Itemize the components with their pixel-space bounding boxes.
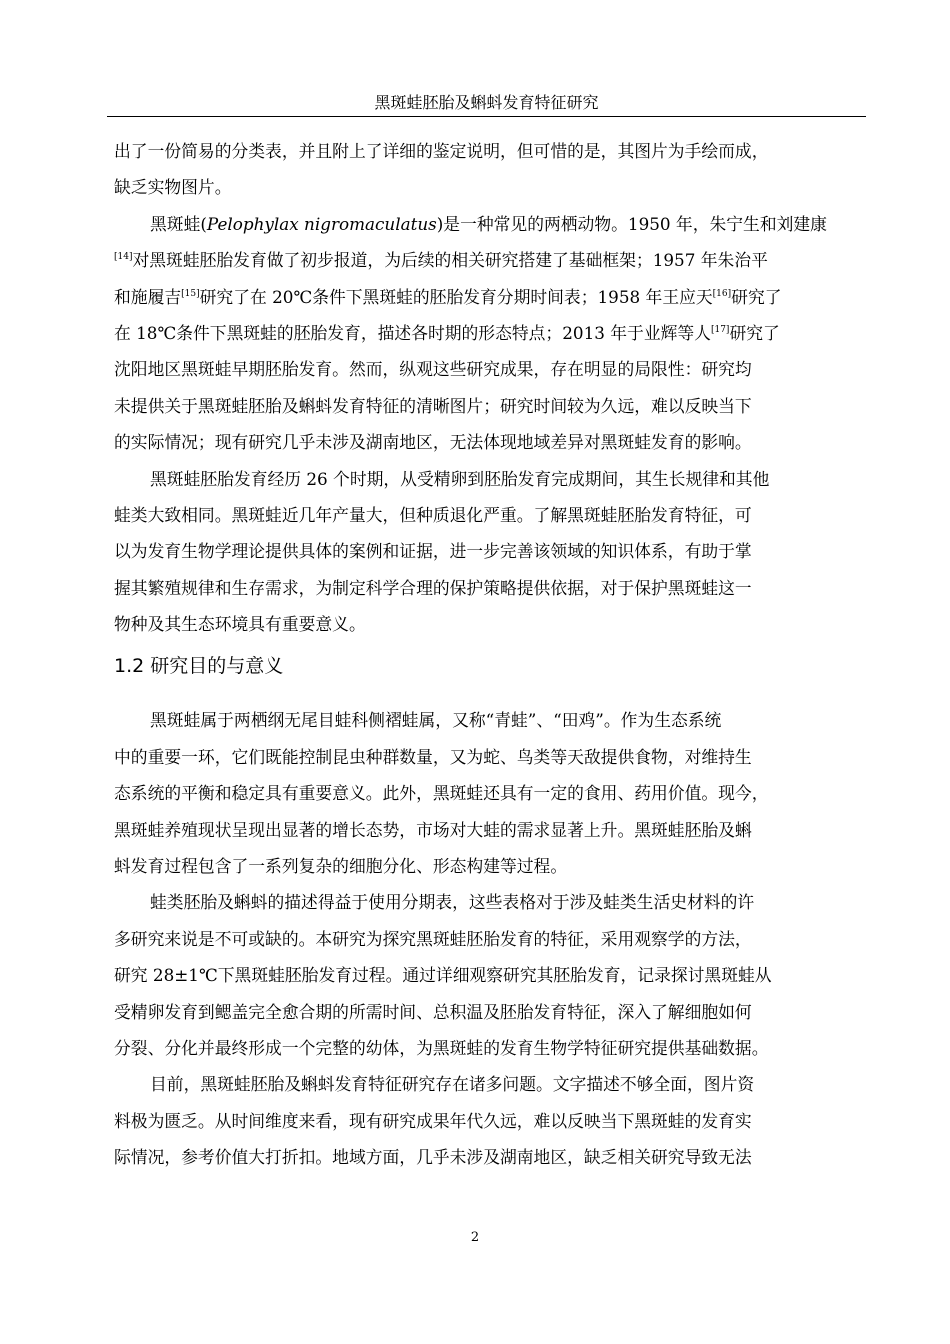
scientific-name: Pelophylax nigromaculatus — [206, 213, 437, 234]
text-line: 黑斑蛙属于两栖纲无尾目蛙科侧褶蛙属，又称“青蛙”、“田鸡”。作为生态系统 — [150, 710, 722, 731]
text-line: 受精卵发育到鳃盖完全愈合期的所需时间、总积温及胚胎发育特征，深入了解细胞如何 — [114, 1001, 752, 1022]
page-number: 2 — [470, 1230, 480, 1245]
text-line: 蛙类胚胎及蝌蚪的描述得益于使用分期表，这些表格对于涉及蛙类生活史材料的许 — [150, 892, 755, 913]
text-line: 目前，黑斑蛙胚胎及蝌蚪发育特征研究存在诸多问题。文字描述不够全面，图片资 — [150, 1074, 755, 1095]
section-heading: 1.2 研究目的与意义 — [114, 655, 284, 678]
text-line: 物种及其生态环境具有重要意义。 — [114, 614, 366, 635]
text-line: 和施履吉[15]研究了在 20℃条件下黑斑蛙的胚胎发育分期时间表；1958 年王应天[16]研究了 — [114, 286, 782, 307]
text-line: 的实际情况；现有研究几乎未涉及湖南地区，无法体现地域差异对黑斑蛙发育的影响。 — [114, 432, 752, 453]
text-line: 多研究来说是不可或缺的。本研究为探究黑斑蛙胚胎发育的特征，采用观察学的方法， — [114, 928, 752, 949]
text-line: 中的重要一环，它们既能控制昆虫种群数量，又为蛇、鸟类等天敌提供食物，对维持生 — [114, 746, 752, 767]
text-line: 在 18℃条件下黑斑蛙的胚胎发育，描述各时期的形态特点；2013 年于业辉等人[17]研究了 — [114, 322, 780, 343]
citation: [14] — [114, 252, 133, 263]
text-line: 以为发育生物学理论提供具体的案例和证据，进一步完善该领域的知识体系，有助于掌 — [114, 541, 752, 562]
text-line: 态系统的平衡和稳定具有重要意义。此外，黑斑蛙还具有一定的食用、药用价值。现今， — [114, 783, 769, 804]
citation: [16] — [712, 288, 732, 299]
text-line: 黑斑蛙胚胎发育经历 26 个时期，从受精卵到胚胎发育完成期间，其生长规律和其他 — [150, 468, 770, 489]
text-line: 黑斑蛙(Pelophylax nigromaculatus)是一种常见的两栖动物。1950 年，朱宁生和刘建康 — [150, 213, 827, 234]
text-line: 未提供关于黑斑蛙胚胎及蝌蚪发育特征的清晰图片；研究时间较为久远，难以反映当下 — [114, 395, 752, 416]
text-line: 缺乏实物图片。 — [114, 177, 232, 198]
text-line: 出了一份简易的分类表，并且附上了详细的鉴定说明，但可惜的是，其图片为手绘而成， — [114, 141, 769, 161]
text-line: 研究 28±1℃下黑斑蛙胚胎发育过程。通过详细观察研究其胚胎发育，记录探讨黑斑蛙从 — [114, 965, 772, 986]
text-line: 握其繁殖规律和生存需求，为制定科学合理的保护策略提供依据，对于保护黑斑蛙这一 — [114, 577, 752, 598]
text-line: 料极为匮乏。从时间维度来看，现有研究成果年代久远，难以反映当下黑斑蛙的发育实 — [114, 1110, 752, 1131]
text-line: 沈阳地区黑斑蛙早期胚胎发育。然而，纵观这些研究成果，存在明显的局限性：研究均 — [114, 359, 752, 380]
body-text — [114, 133, 874, 1176]
text-line: 蚪发育过程包含了一系列复杂的细胞分化、形态构建等过程。 — [114, 856, 568, 877]
text-line: 分裂、分化并最终形成一个完整的幼体，为黑斑蛙的发育生物学特征研究提供基础数据。 — [114, 1037, 769, 1058]
text-line: 蛙类大致相同。黑斑蛙近几年产量大，但种质退化严重。了解黑斑蛙胚胎发育特征，可 — [114, 504, 752, 525]
text-line: 黑斑蛙养殖现状呈现出显著的增长态势，市场对大蛙的需求显著上升。黑斑蛙胚胎及蝌 — [114, 819, 752, 840]
text-line: [14]对黑斑蛙胚胎发育做了初步报道，为后续的相关研究搭建了基础框架；1957 年朱治平 — [114, 250, 768, 271]
header-rule — [107, 116, 866, 117]
citation: [15] — [181, 288, 200, 299]
text-line: 际情况，参考价值大打折扣。地域方面，几乎未涉及湖南地区，缺乏相关研究导致无法 — [114, 1147, 752, 1168]
citation: [17] — [710, 324, 730, 335]
running-header: 黑斑蛙胚胎及蝌蚪发育特征研究 — [374, 93, 599, 112]
